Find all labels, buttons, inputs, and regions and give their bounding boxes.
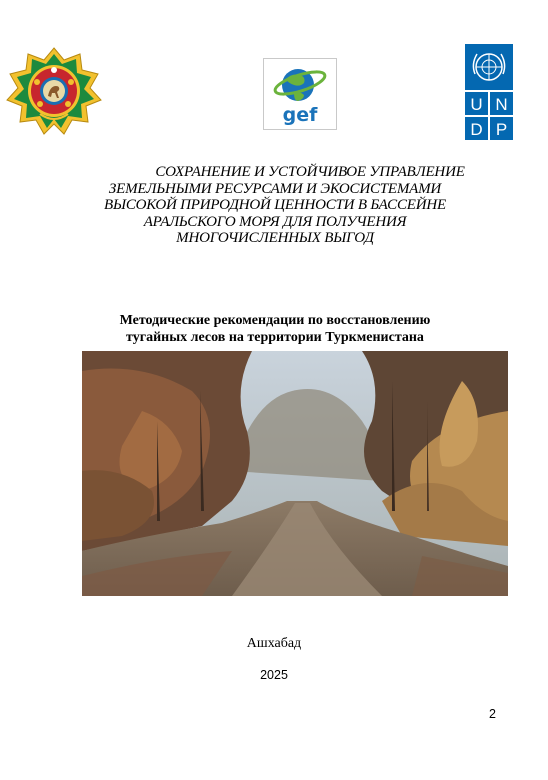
gef-globe-icon: [264, 59, 336, 129]
gef-logo: [263, 58, 337, 130]
project-title-line: СОХРАНЕНИЕ И УСТОЙЧИВОЕ УПРАВЛЕНИЕ: [155, 164, 465, 180]
tugai-forest-road-photo: [82, 351, 508, 596]
document-title: [60, 312, 490, 346]
project-title-line: ЗЕМЕЛЬНЫМИ РЕСУРСАМИ И ЭКОСИСТЕМАМИ: [108, 180, 442, 197]
project-title-line: МНОГОЧИСЛЕННЫХ ВЫГОД: [176, 230, 374, 246]
project-title: [60, 164, 490, 247]
publication-year: 2025: [260, 668, 288, 682]
turkmenistan-emblem-icon: [4, 46, 104, 138]
forest-road-image: [82, 351, 508, 596]
document-title-line: тугайных лесов на территории Туркменистана: [126, 330, 424, 345]
undp-emblem-icon: [465, 44, 513, 140]
undp-letter-u: U: [470, 95, 483, 114]
project-title-line: АРАЛЬСКОГО МОРЯ ДЛЯ ПОЛУЧЕНИЯ: [143, 213, 407, 230]
undp-logo: [465, 44, 513, 140]
undp-letter-d: D: [470, 120, 483, 139]
document-title-line: Методические рекомендации по восстановлению: [119, 313, 431, 328]
undp-letter-n: N: [495, 95, 508, 114]
project-title-line: ВЫСОКОЙ ПРИРОДНОЙ ЦЕННОСТИ В БАССЕЙНЕ: [104, 197, 446, 213]
gef-wordmark: gef: [282, 104, 318, 126]
turkmenistan-emblem-logo: [4, 46, 104, 138]
undp-letter-p: P: [495, 120, 508, 139]
publication-city: Ашхабад: [246, 636, 302, 651]
page-number: 2: [489, 707, 496, 721]
